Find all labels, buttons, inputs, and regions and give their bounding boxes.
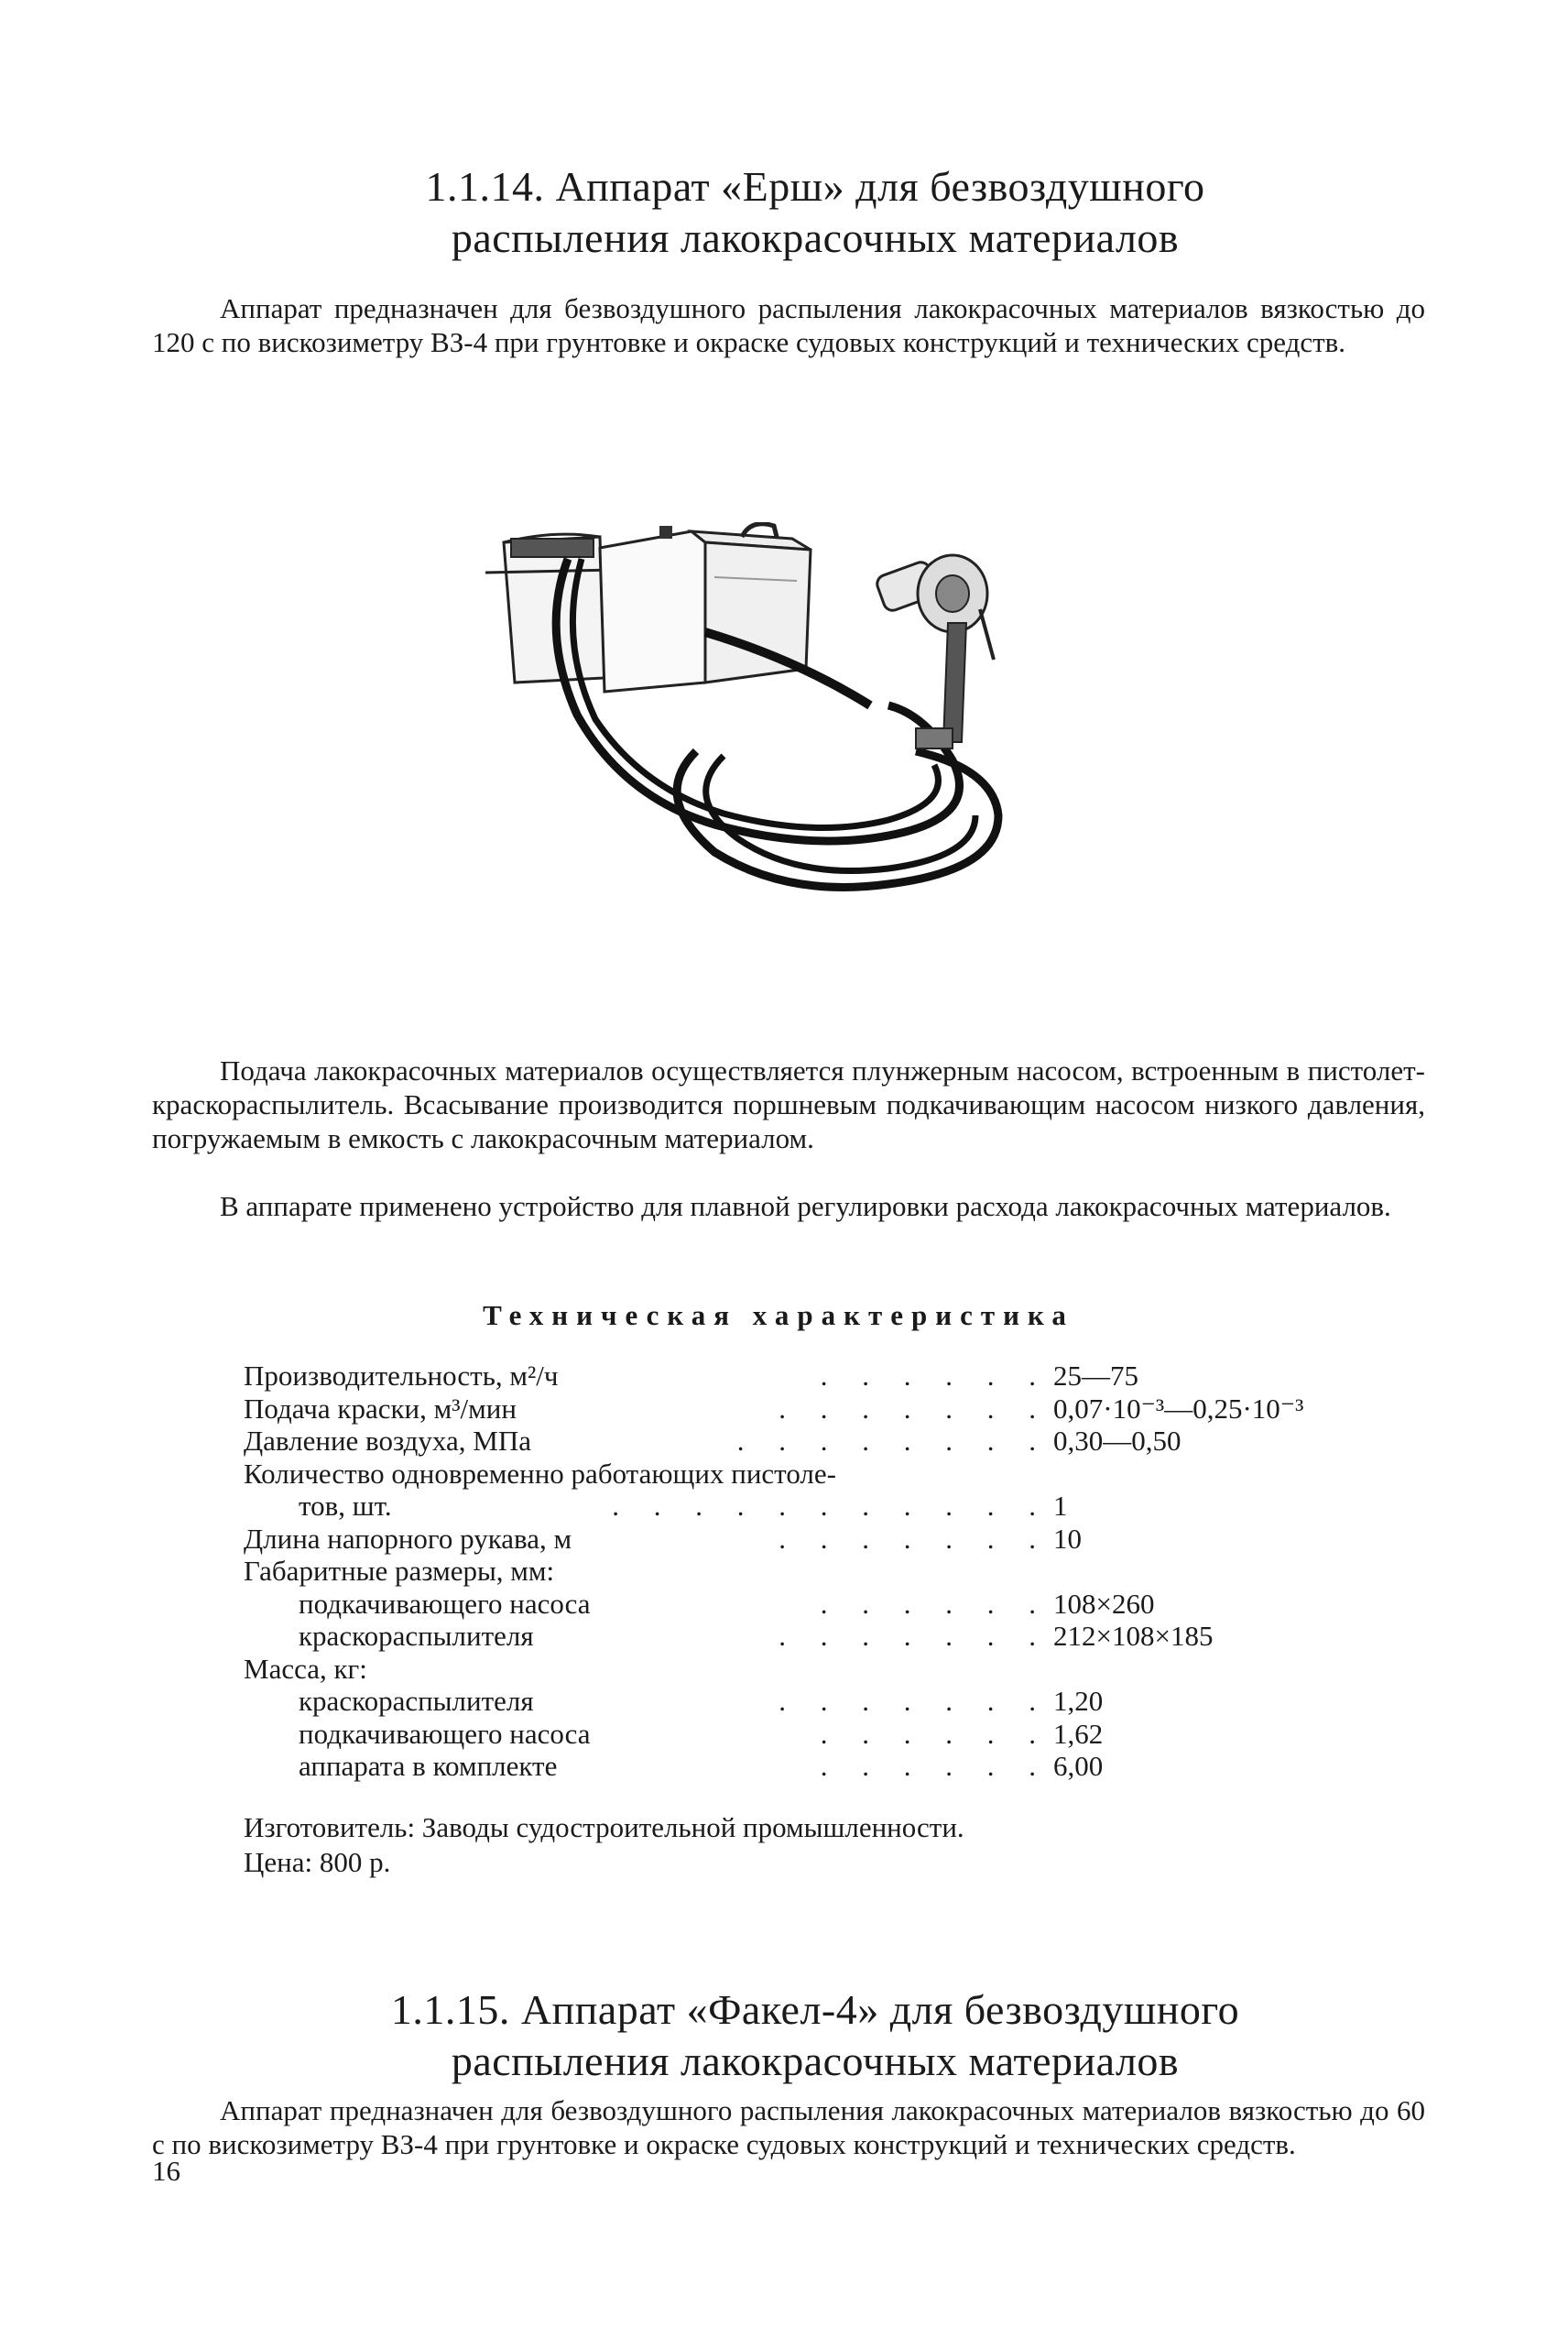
- spec-value: 0,07·10⁻³—0,25·10⁻³: [1053, 1392, 1304, 1425]
- section-heading-1-line1: 1.1.14. Аппарат «Ерш» для безвоздушного: [425, 163, 1205, 210]
- manufacturer-line: Изготовитель: Заводы судостроительной промышленности.: [244, 1811, 964, 1843]
- spec-value: 1: [1053, 1490, 1068, 1522]
- spec-row-air-pressure: [244, 1425, 1434, 1458]
- section-1-regulation-note: В аппарате применено устройство для плавной регулировки расхода лакокрасочных материалов.: [220, 1190, 1391, 1222]
- spec-row-hose-length: [244, 1523, 1434, 1556]
- leader-dots: . . . . . . . . . . .: [612, 1490, 1050, 1522]
- spec-row-dim-sprayer: [244, 1620, 1434, 1653]
- spec-row-dimensions: [244, 1555, 1434, 1588]
- section-1-intro: Аппарат предназначен для безвоздушного распыления лакокрасочных материалов вязкостью до 120 с по вискозиметру ВЗ-4 при грунтовке и окраске судовых конструкций и технических средств.: [152, 292, 1425, 358]
- page-number: 16: [152, 2155, 180, 2187]
- spec-value: 212×108×185: [1053, 1620, 1214, 1652]
- spec-label: подкачивающего насоса: [299, 1587, 591, 1620]
- spec-label: тов, шт.: [299, 1490, 392, 1522]
- spec-row-paint-feed: [244, 1393, 1434, 1426]
- spec-label: Габаритные размеры, мм:: [244, 1555, 555, 1587]
- airless-sprayer-illustration: [485, 522, 1081, 907]
- spec-value: 25—75: [1053, 1360, 1138, 1392]
- spec-row-dim-pump: [244, 1588, 1434, 1621]
- spec-row-guns-count-cont: [244, 1490, 1434, 1523]
- spec-value: 1,20: [1053, 1685, 1104, 1717]
- section-2-intro: Аппарат предназначен для безвоздушного распыления лакокрасочных материалов вязкостью до 60 с по вискозиметру ВЗ-4 при грунтовке и окраске судовых конструкций и технических средств.: [152, 2094, 1425, 2160]
- spec-label: Масса, кг:: [244, 1652, 367, 1685]
- leader-dots: . . . . . . . .: [736, 1425, 1050, 1457]
- leader-dots: . . . . . . .: [779, 1392, 1050, 1425]
- spec-row-mass-pump: [244, 1718, 1434, 1751]
- spec-value: 1,62: [1053, 1717, 1104, 1750]
- spec-label: Длина напорного рукава, м: [244, 1522, 572, 1555]
- spec-value: 10: [1053, 1522, 1082, 1555]
- leader-dots: . . . . . .: [820, 1717, 1050, 1750]
- spec-row-guns-count: [244, 1458, 1434, 1491]
- specs-list: [244, 1360, 1434, 1783]
- spec-row-mass-sprayer: [244, 1685, 1434, 1718]
- section-heading-2-line2: распыления лакокрасочных материалов: [451, 2037, 1180, 2084]
- spec-label: краскораспылителя: [299, 1685, 534, 1717]
- section-heading-1: [275, 161, 1356, 264]
- leader-dots: . . . . . .: [820, 1587, 1050, 1620]
- leader-dots: . . . . . .: [820, 1360, 1050, 1392]
- spec-label: подкачивающего насоса: [299, 1717, 591, 1750]
- section-1-description: Подача лакокрасочных материалов осуществляется плунжерным насосом, встроенным в пистолет-краскораспылитель. Всасывание производится поршневым подкачивающим насосом низкого давления, погружаемым в емкость с лакокрасочным материалом.: [152, 1054, 1425, 1154]
- leader-dots: . . . . . . .: [779, 1620, 1050, 1652]
- spec-label: Давление воздуха, МПа: [244, 1425, 531, 1457]
- spec-value: 108×260: [1053, 1587, 1155, 1620]
- leader-dots: . . . . . .: [820, 1750, 1050, 1782]
- spec-value: 0,30—0,50: [1053, 1425, 1181, 1457]
- spec-value: 6,00: [1053, 1750, 1104, 1782]
- spec-label: аппарата в комплекте: [299, 1750, 558, 1782]
- spec-label: Подача краски, м³/мин: [244, 1392, 517, 1425]
- specs-title: Техническая характеристика: [483, 1299, 1074, 1331]
- spec-label: Количество одновременно работающих пистоле-: [244, 1457, 836, 1490]
- spec-row-mass-total: [244, 1750, 1434, 1783]
- section-heading-2-line1: 1.1.15. Аппарат «Факел-4» для безвоздушного: [390, 1986, 1240, 2033]
- spec-row-productivity: [244, 1360, 1434, 1393]
- leader-dots: . . . . . . .: [779, 1685, 1050, 1717]
- section-heading-1-line2: распыления лакокрасочных материалов: [451, 214, 1180, 261]
- price-line: Цена: 800 р.: [244, 1846, 391, 1878]
- spec-label: краскораспылителя: [299, 1620, 534, 1652]
- section-heading-2: [275, 1984, 1356, 2087]
- leader-dots: . . . . . . .: [779, 1522, 1050, 1555]
- spec-row-mass: [244, 1653, 1434, 1686]
- spec-label: Производительность, м²/ч: [244, 1360, 559, 1392]
